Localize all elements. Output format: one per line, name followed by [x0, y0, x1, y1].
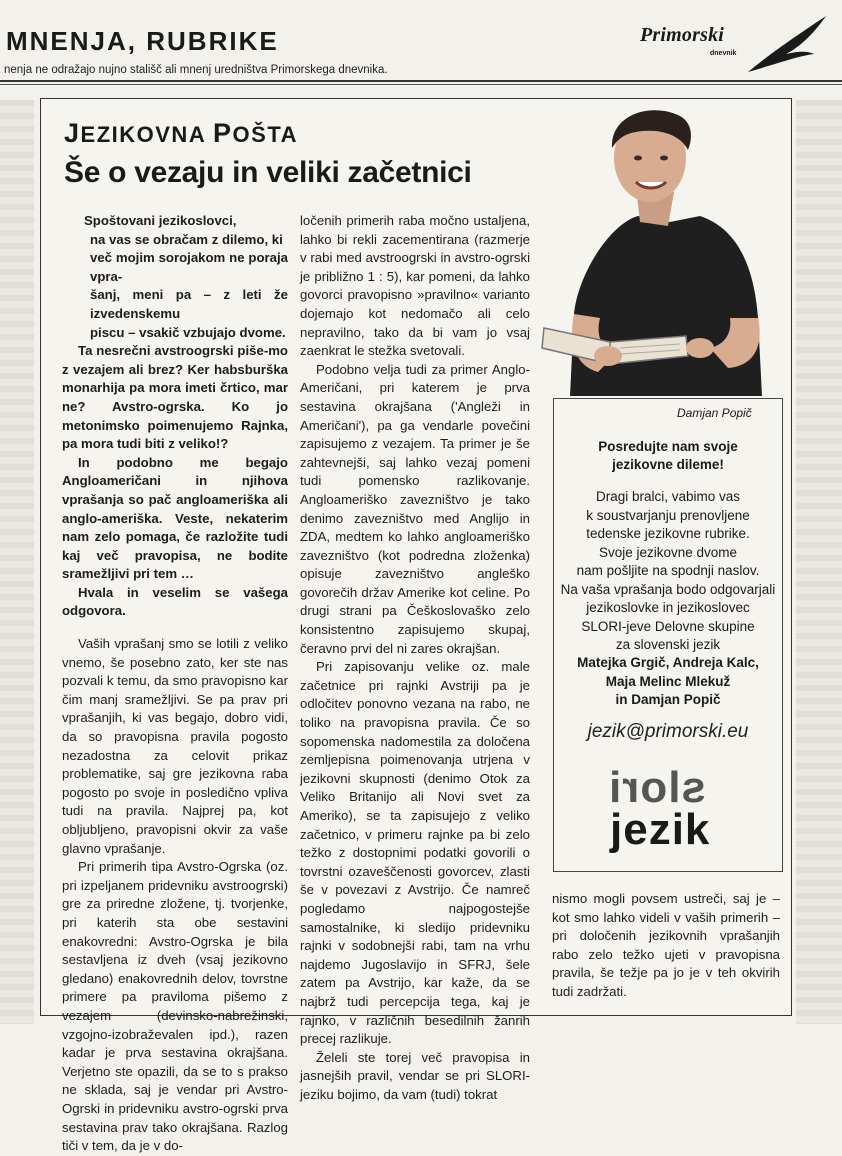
letter-line: na vas se obračam z dilemo, ki [90, 231, 283, 247]
body-paragraph: Pri zapisovanju velike oz. male začetnice pri rajnki Avstriji pa je odločitev ponovno vezana na rabo, ne toliko na pravopisna pravila. Če so sopomenska nadomestila za določena zemljepisna poimenovanja utrjena v jezikovni skupnosti (denimo Otok za Veliko Britanijo ali Novi svet za Ameriko), se ta zapisujejo z veliko začetnico, v primeru rajnke pa bi zelo težko z dostopnimi podatki govorili o tovrstni ozaveščenosti govorcev, zlasti še v povezavi z Avstrijo. Če namreč pogledamo najpogostejše samostalnike, ki sledijo pridevniku rajnki v sodobnejši rabi, tam na vrhu najdemo Jugoslavijo in SFRJ, šele zatem pa Avstrijo, kar kaže, da se najbrž tudi percepcija tega, kaj je rajnko, v različnih besedilnih žanrih precej razlikuje. [300, 659, 530, 1047]
letter-paragraph: Ta nesrečni avstroogrski piše-mo z vezajem ali brez? Ker habsburška monarhija pa mora imeti črtico, mar ne? Avstro-ogrska. Ko jo metonimsko poimenujemo Rajnka, pa mora tudi biti z veliko!? [62, 343, 288, 452]
logo-jezik-text: jezik [610, 805, 711, 854]
letter-paragraph: In podobno me begajo Angloameričani in njihova vprašanja so pač angloameriška ali anglo-ameriška. Veste, nekaterim nam zelo pomaga, če razložite tudi kaj več pravopisa, ne bodite sramežljivi pri tem … [62, 454, 288, 582]
body-paragraph: Pri primerih tipa Avstro-Ogrska (oz. pri izpeljanem pridevniku avstroogrski) gre za priredne zložene, tj. tvorjenke, pri katerih sta obe sestavini enakovredni: Avstro-Ogrska je bila sestavljena iz dveh (vsaj jezikovno gledano) enakovrednih delov, tovrstne primere pa praviloma pišemo z vezajem (devinsko-nabrežinski, vzgojno-izobraževalen ipd.), razen kadar je prva sestavina okrajšana. Verjetno ste opazili, da se to s prakso ne sklada, saj je vendar pri Avstro-Ogrski in pridevniku avstro-ogrski prva sestavina prav tako okrajšana. Razlog tiči v tem, da je v do- [62, 859, 288, 1154]
author-photo [540, 104, 780, 396]
box-contributors: Matejka Grgič, Andreja Kalc, Maja Melinc Mlekuž in Damjan Popič [577, 655, 759, 707]
box-headline: Posredujte nam svoje jezikovne dileme! [598, 439, 738, 472]
slori-jezik-logo [608, 763, 748, 862]
column-kicker: JEZIKOVNA POŠTA [64, 118, 299, 148]
letter-line: piscu – vsakič vzbujajo dvome. [90, 324, 286, 340]
article-column-2 [300, 212, 530, 1105]
brand-name: Primorski [640, 24, 725, 46]
letter-line: več mojim sorojakom ne poraja vpra- [90, 250, 288, 284]
body-paragraph: Podobno velja tudi za primer Anglo-Američani, pri katerem je prva sestavina okrajšana ('Angleži in Američani'), pa ga vendarle povečini zapisujemo z vezajem. Ta primer je še zahtevnejši, saj lahko vezaj pomeni tudi pomensko razlikovanje. Angloameriško zavezništvo je tako denimo zavezništvo med Anglijo in ZDA, medtem ko lahko angloameriško zavezništvo (kot podredna zloženka) opisuje zavezništvo angleško govorečih držav Amerike kot celine. Po drugi strani pa Češkoslovaško zelo konsistentno zapisujemo skupaj, čeravno prvi del ni zares okrajšan. [300, 361, 530, 656]
reader-letter [62, 212, 288, 621]
body-paragraph: ločenih primerih raba močno ustaljena, lahko bi rekli zacementirana (razmerje v rabi med avstroogrski in avstro-ogrski je približno 1 : 5), kar pomeni, da lahko govorci pravopisno »pravilno« varianto dojemajo kot nedomačo ali celo nepravilno, tako da bi vam jo vsaj zaenkrat le stežka svetovali. [300, 213, 530, 359]
disclaimer-text: nenja ne odražajo nujno stališč ali mnenj uredništva Primorskega dnevnika. [4, 64, 388, 76]
photo-caption: Damjan Popič [677, 406, 752, 420]
brand-logo [640, 14, 830, 76]
letter-paragraph: Hvala in veselim se vašega odgovora. [62, 584, 288, 619]
header-rule [0, 80, 842, 82]
body-paragraph: Želeli ste torej več pravopisa in jasnejših pravil, vendar se pri SLORI-jeziku bojimo, da vam (tudi) tokrat [300, 1049, 530, 1102]
body-paragraph: nismo mogli povsem ustreči, saj je – kot smo lahko videli v vaših primerih – pri določenih jezikovnih vprašanjih rabo zelo težko ujeti v pravopisna pravila, še težje pa jo je v teh okvirih tudi zadržati. [552, 891, 780, 999]
neighbour-column-left [0, 100, 34, 1024]
contact-email[interactable]: jezik@primorski.eu [587, 721, 749, 742]
header-rule-thin [0, 84, 842, 85]
author-photo-illustration [540, 104, 780, 396]
neighbour-column-right [796, 100, 842, 1024]
article-headline: Še o vezaju in veliki začetnici [64, 156, 472, 189]
letter-line: šanj, meni pa – z leti že izvedenskemu [90, 287, 288, 321]
letter-line: Spoštovani jezikoslovci, [84, 213, 237, 228]
article-column-3 [552, 890, 780, 1002]
section-title: MNENJA, RUBRIKE [6, 26, 279, 56]
seagull-icon [740, 14, 830, 76]
brand-sub: dnevnik [710, 50, 737, 57]
article-column-1 [62, 212, 288, 1156]
body-paragraph: Vaših vprašanj smo se lotili z veliko vnemo, še posebno zato, ker ste nas pozvali k temu, da smo pravopisno kar čim manj sramežljivi. Se pa prav pri vprašanjih, ki vas begajo, dobro vidi, da so pravopisna pravila pogosto nezadostna za celovit prikaz problematike, saj gre jezikovna raba pogosto po svoje in posledično vpliva tudi na pravila. Najprej pa, kot obljubljeno, pravopisni okvir za vaše glavno vprašanje. [62, 636, 288, 856]
box-body: Dragi bralci, vabimo vas k soustvarjanju prenovljene tedenske jezikovne rubrike. Svoje jezikovne dvome nam pošljite na spodnji naslov. Na vaša vprašanja bodo odgovarjali jezikoslovke in jezikoslovec SLORI-jeve Delovne skupine za slovenski jezik [560, 489, 776, 652]
logo-slori-text: slori [608, 763, 706, 812]
